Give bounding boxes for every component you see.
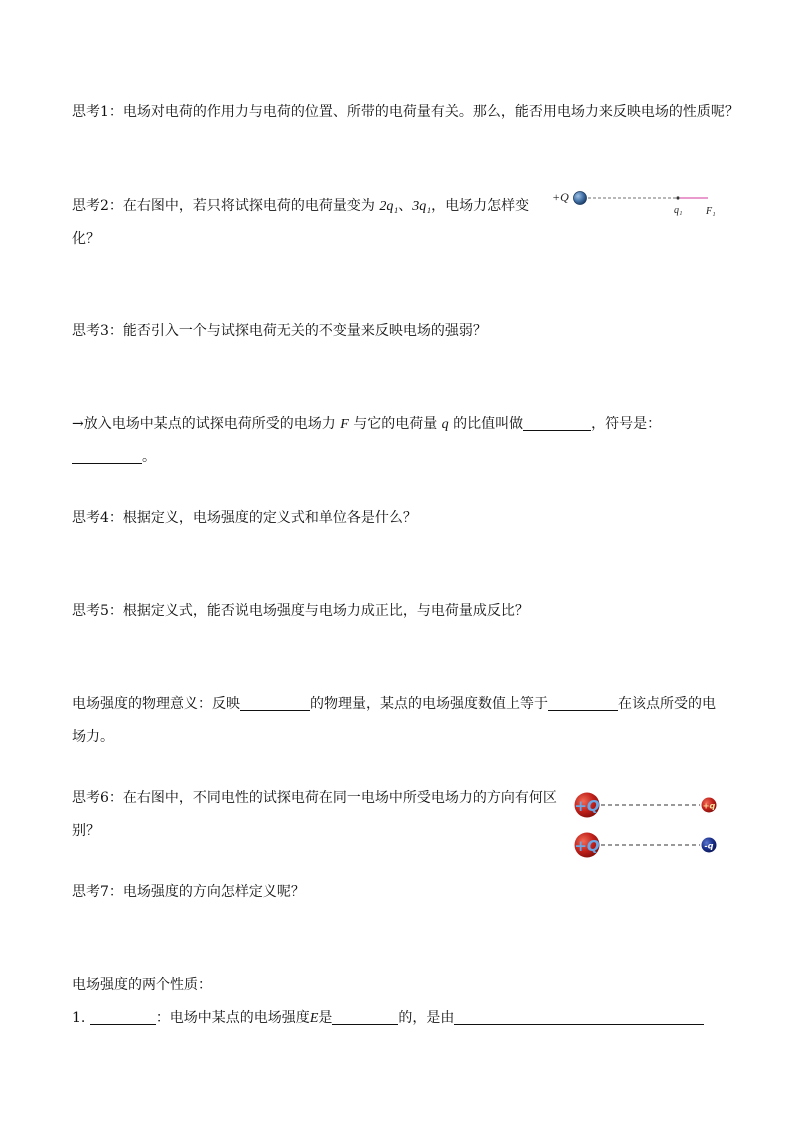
definition-text-d: ，符号是： — [591, 416, 662, 432]
question-5-text: 思考5：根据定义式，能否说电场强度与电场力成正比，与电荷量成反比？ — [72, 603, 529, 619]
question-2-line-2 — [72, 225, 100, 253]
question-2-separator: 、 — [398, 198, 413, 214]
question-7 — [72, 878, 305, 906]
definition-symbol-f: F — [340, 417, 349, 432]
question-4 — [72, 504, 417, 532]
property-symbol-e: E — [309, 1011, 319, 1026]
field-diagram-2 — [570, 790, 722, 862]
properties-title — [72, 971, 212, 999]
question-3 — [72, 317, 487, 345]
question-6-text-b: 别？ — [72, 823, 100, 839]
property-item-1-text-c: 的，是由 — [398, 1010, 455, 1026]
definition-line-1 — [72, 410, 661, 439]
meaning-text-d: 场力。 — [72, 729, 114, 745]
properties-title-text: 电场强度的两个性质： — [72, 977, 212, 993]
definition-symbol-blank[interactable] — [72, 447, 142, 464]
question-4-text: 思考4：根据定义，电场强度的定义式和单位各是什么？ — [72, 510, 417, 526]
test-charge-label: q₁ — [674, 205, 683, 216]
meaning-text-b: 的物理量，某点的电场强度数值上等于 — [310, 696, 548, 712]
property-blank-3[interactable] — [454, 1008, 704, 1025]
question-2-text-c: 化？ — [72, 231, 100, 247]
question-6-text-a: 思考6：在右图中，不同电性的试探电荷在同一电场中所受电场力的方向有何区 — [72, 790, 557, 806]
question-2-text-b: ，电场力怎样变 — [431, 198, 530, 214]
meaning-text-c: 在该点所受的电 — [618, 696, 716, 712]
field-diagram-1 — [548, 186, 728, 220]
source-charge-label-top: +Q — [574, 797, 600, 815]
definition-symbol-q: q — [441, 417, 449, 432]
question-5 — [72, 597, 529, 625]
source-charge-ball — [574, 192, 587, 205]
meaning-blank-2[interactable] — [548, 694, 618, 711]
force-label: F₁ — [706, 206, 716, 217]
question-2-expr-1: 2q₁ — [379, 199, 399, 214]
meaning-line-2 — [72, 723, 114, 751]
field-diagram-1-svg — [548, 186, 728, 220]
positive-test-charge-label: +q — [702, 801, 716, 811]
negative-test-charge-label: -q — [704, 841, 714, 851]
property-blank-2[interactable] — [332, 1008, 398, 1025]
source-charge-label: +Q — [552, 190, 569, 204]
question-3-text: 思考3：能否引入一个与试探电荷无关的不变量来反映电场的强弱？ — [72, 323, 487, 339]
question-2-expr-2: 3q₁ — [412, 199, 432, 214]
field-diagram-2-svg — [570, 790, 722, 862]
definition-text-e: 。 — [142, 449, 156, 465]
definition-text-b: 与它的电荷量 — [348, 416, 442, 432]
test-charge-point — [676, 196, 679, 199]
question-7-text: 思考7：电场强度的方向怎样定义呢？ — [72, 884, 305, 900]
source-charge-label-bottom: +Q — [574, 837, 600, 855]
definition-name-blank[interactable] — [523, 414, 591, 431]
definition-line-2 — [72, 443, 156, 471]
property-item-1 — [72, 1004, 704, 1033]
question-1 — [72, 98, 739, 126]
meaning-line-1 — [72, 690, 716, 718]
question-1-text: 思考1：电场对电荷的作用力与电荷的位置、所带的电荷量有关。那么，能否用电场力来反映电场的性质呢？ — [72, 104, 739, 120]
property-name-blank[interactable] — [90, 1008, 156, 1025]
property-item-1-text-b: 是 — [318, 1010, 333, 1026]
question-6-line-1 — [72, 784, 557, 812]
meaning-blank-1[interactable] — [240, 694, 310, 711]
meaning-text-a: 电场强度的物理意义：反映 — [72, 696, 240, 712]
question-2-text-a: 思考2：在右图中，若只将试探电荷的电荷量变为 — [72, 198, 380, 214]
definition-text-a: →放入电场中某点的试探电荷所受的电场力 — [72, 416, 341, 432]
question-2-line-1 — [72, 192, 529, 221]
definition-text-c: 的比值叫做 — [448, 416, 524, 432]
property-item-1-number: 1. — [72, 1010, 90, 1026]
question-6-line-2 — [72, 817, 100, 845]
property-item-1-text-a: ：电场中某点的电场强度 — [155, 1010, 310, 1026]
